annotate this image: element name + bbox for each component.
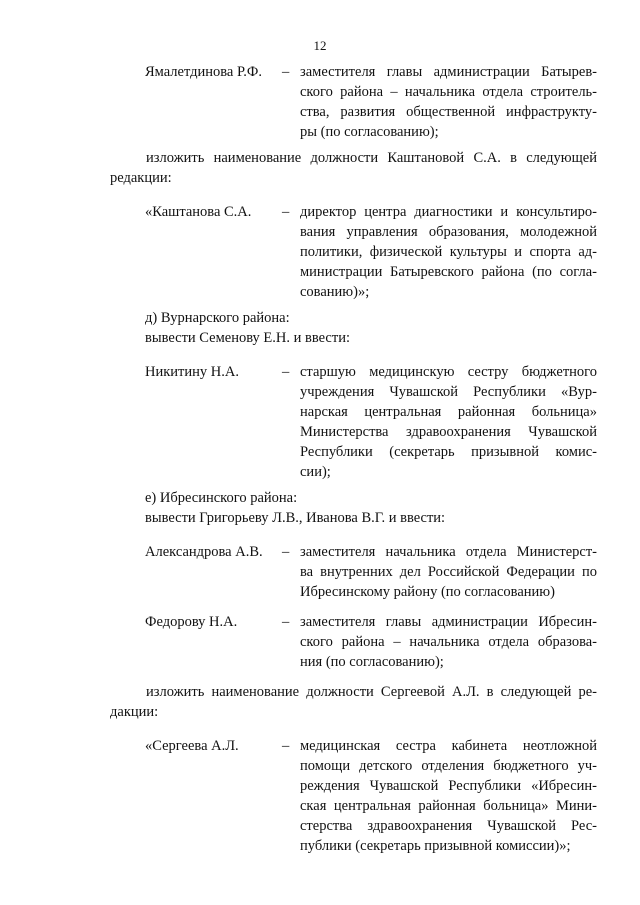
- position-line: ского района – начальника отдела строитель-: [300, 84, 597, 100]
- member-name: Никитину Н.А.: [145, 364, 239, 380]
- entry-dash: –: [282, 614, 290, 630]
- position-line: помощи детского отделения бюджетного уч-: [300, 758, 597, 774]
- section-title: е) Ибресинского района:: [145, 490, 298, 506]
- position-line: старшую медицинскую сестру бюджетного: [300, 364, 597, 380]
- section-action: вывести Григорьеву Л.В., Иванова В.Г. и ввести:: [145, 510, 446, 526]
- entry-dash: –: [282, 64, 290, 80]
- paragraph-line: редакции:: [110, 170, 172, 186]
- position-line: заместителя начальника отдела Министерст-: [300, 544, 597, 560]
- position-line: политики, физической культуры и спорта ад-: [300, 244, 597, 260]
- position-line: публики (секретарь призывной комиссии)»;: [300, 838, 571, 854]
- position-line: сии);: [300, 464, 331, 480]
- position-line: Ибресинскому району (по согласованию): [300, 584, 555, 600]
- position-line: нарская центральная районная больница»: [300, 404, 597, 420]
- position-line: ская центральная районная больница» Мини-: [300, 798, 597, 814]
- member-name: Федорову Н.А.: [145, 614, 238, 630]
- section-title: д) Вурнарского района:: [145, 310, 290, 326]
- section-action: вывести Семенову Е.Н. и ввести:: [145, 330, 350, 346]
- entry-dash: –: [282, 204, 290, 220]
- position-line: реждения Чувашской Республики «Ибресин-: [300, 778, 597, 794]
- position-line: ства, развития общественной инфраструкту-: [300, 104, 597, 120]
- position-line: ния (по согласованию);: [300, 654, 444, 670]
- section-vurnar: [145, 308, 597, 348]
- paragraph-line: дакции:: [110, 704, 159, 720]
- member-name: Александрова А.В.: [145, 544, 263, 560]
- member-position: [300, 62, 597, 142]
- member-name: «Каштанова С.А.: [145, 204, 252, 220]
- section-ibresi: [145, 488, 597, 528]
- position-line: стерства здравоохранения Чувашской Рес-: [300, 818, 597, 834]
- member-name: «Сергеева А.Л.: [145, 738, 239, 754]
- position-line: Министерства здравоохранения Чувашской: [300, 424, 597, 440]
- paragraph-line: изложить наименование должности Каштановой С.А. в следующей: [146, 150, 597, 166]
- position-line: ры (по согласованию);: [300, 124, 439, 140]
- position-line: директор центра диагностики и консультиро-: [300, 204, 597, 220]
- position-line: Республики (секретарь призывной комис-: [300, 444, 597, 460]
- position-line: ва внутренних дел Российской Федерации по: [300, 564, 597, 580]
- member-position: [300, 612, 597, 672]
- amendment-paragraph-kashtanova: [110, 148, 597, 188]
- amendment-paragraph-sergeeva: [110, 682, 597, 722]
- position-line: сованию)»;: [300, 284, 370, 300]
- member-position: [300, 202, 597, 302]
- member-position: [300, 542, 597, 602]
- member-name: Ямалетдинова Р.Ф.: [145, 64, 262, 80]
- position-line: заместителя главы администрации Ибресин-: [300, 614, 597, 630]
- entry-dash: –: [282, 544, 290, 560]
- position-line: вания управления образования, молодежной: [300, 224, 597, 240]
- paragraph-line: изложить наименование должности Сергеевой А.Л. в следующей ре-: [146, 684, 597, 700]
- position-line: заместителя главы администрации Батырев-: [300, 64, 597, 80]
- entry-dash: –: [282, 364, 290, 380]
- position-line: медицинская сестра кабинета неотложной: [300, 738, 597, 754]
- member-position: [300, 736, 597, 856]
- position-line: ского района – начальника отдела образова-: [300, 634, 597, 650]
- page-number: 12: [313, 38, 327, 53]
- position-line: учреждения Чувашской Республики «Вур-: [300, 384, 597, 400]
- member-position: [300, 362, 597, 482]
- entry-dash: –: [282, 738, 290, 754]
- position-line: министрации Батыревского района (по согла-: [300, 264, 597, 280]
